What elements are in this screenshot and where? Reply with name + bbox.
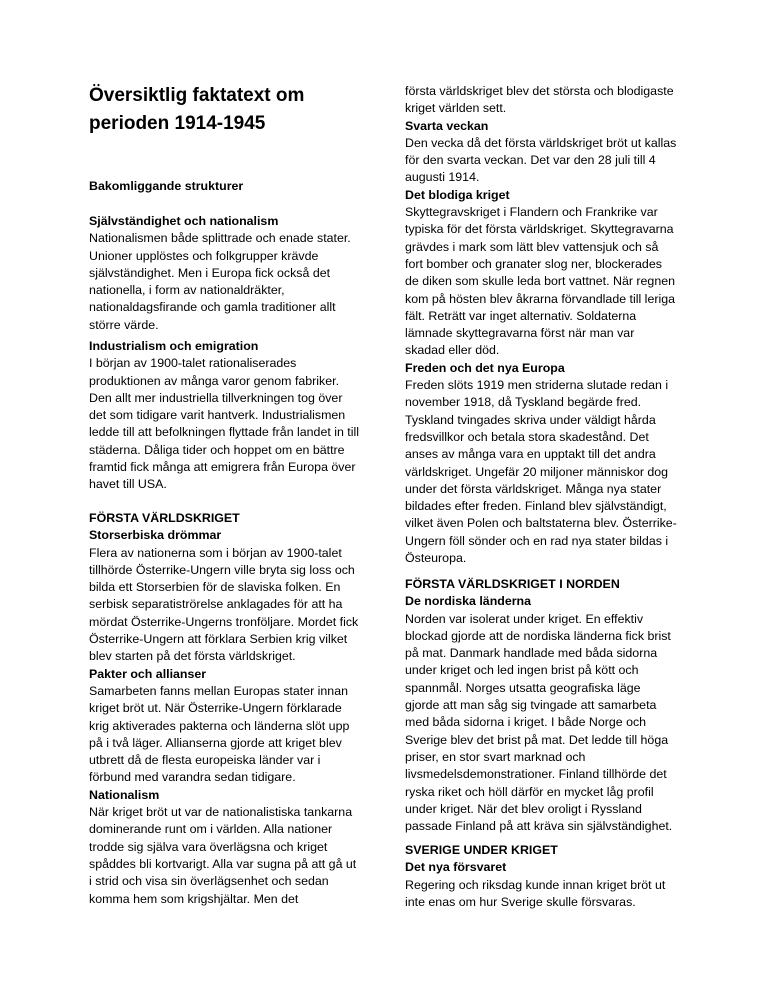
section-text: Regering och riksdag kunde innan kriget bröt ut inte enas om hur Sverige skulle försvaras. (405, 877, 666, 909)
section-bakomliggande (89, 178, 359, 195)
section-heading: FÖRSTA VÄRLDSKRIGET I NORDEN (405, 577, 620, 591)
section-text: I början av 1900-talet rationaliserades produktionen av många varor genom fabriker. Den allt mer industriella tillverkningen tog över det som tidigare varit hantverk. Industrialismen ledde till att befolkningen flyttade från landet in till städerna. Dåliga tider och hoppet om en bättre framtid fick många att emigrera från Europa över havet till USA. (89, 356, 360, 492)
section-text: Norden var isolerat under kriget. En effektiv blockad gjorde att de nordiska länderna fick brist på mat. Danmark handlade med båda sidorna under kriget och led ingen brist på kött och spannmål. Norges utsatta geografiska läge gjorde att man såg sig tvingade att samarbeta med båda sidorna i kriget. I både Norge och Sverige blev det brist på mat. Det ledde till höga priser, en stor svart marknad och livsmedelsdemonstrationer. Finland tillhörde det ryska riket och höll därför en mycket låg profil under kriget. När det blev oroligt i Ryssland passade Finland på att kräva sin självständighet. (405, 611, 673, 834)
subsection-heading: De nordiska länderna (405, 594, 532, 609)
section-nationalism (89, 213, 359, 334)
section-heading: Bakomliggande strukturer (89, 179, 244, 193)
section-text: När kriget bröt ut var de nationalistiska tankarna dominerande runt om i världen. Alla nationer trodde sig själva vara överlägsna och kriget spåddes bli kortvarigt. Alla var sugna på att gå ut i strid och visa sin överlägsenhet och sedan komma hem som krigshjältar. Men det (89, 805, 357, 906)
section-norden (405, 576, 677, 835)
section-continued (405, 83, 677, 567)
section-text: Nationalismen både splittrade och enade stater. Unioner upplöstes och folkgrupper krävde självständighet. Men i Europa fick också det nationella, i form av nationaldräkter, nationaldagsfirande och gamla traditioner allt större värde. (89, 231, 351, 332)
section-text: Skyttegravskriget i Flandern och Frankrike var typiska för det första världskriget. Skyttegravarna grävdes i mark som lätt blev vattensjuk och så fort bomber och granater slog ner, blockerades de diken som skulle leda bort vattnet. När regnen kom på hösten blev åkrarna förvandlade till leriga fält. Reträtt var inget alternativ. Soldaterna lämnade skyttegravarna först när man var skadad eller död. (405, 205, 675, 358)
section-text: Den vecka då det första världskriget bröt ut kallas för den svarta veckan. Det var den 28 juli till 4 augusti 1914. (405, 135, 677, 185)
section-industrialism (89, 338, 359, 494)
section-heading: Industrialism och emigration (89, 339, 259, 353)
section-heading: SVERIGE UNDER KRIGET (405, 843, 558, 857)
subsection-heading: Pakter och allianser (89, 666, 207, 681)
subsection-heading: Det blodiga kriget (405, 187, 510, 202)
section-text: Samarbeten fanns mellan Europas stater innan kriget bröt ut. När Österrike-Ungern förklarade krig aktiverades pakterna och länderna slöt upp på i två läger. Allianserna gjorde att kriget blev utbrett då de flesta europeiska länder var i förbund med varandra sedan tidigare. (89, 683, 350, 785)
subsection-heading: Det nya försvaret (405, 860, 507, 875)
section-sverige (405, 842, 677, 911)
subsection-heading: Freden och det nya Europa (405, 360, 565, 375)
section-heading: FÖRSTA VÄRLDSKRIGET (89, 511, 240, 525)
subsection-heading: Svarta veckan (405, 118, 489, 133)
section-forsta-varldskriget (89, 510, 359, 908)
subsection-heading: Storserbiska drömmar (89, 528, 222, 543)
section-text: första världskriget blev det största och blodigaste kriget världen sett. (405, 84, 674, 116)
section-heading: Självständighet och nationalism (89, 214, 279, 228)
subsection-heading: Nationalism (89, 787, 160, 802)
page-title: Översiktlig faktatext om perioden 1914-1945 (89, 85, 305, 134)
section-text: Flera av nationerna som i början av 1900-talet tillhörde Österrike-Ungern ville bryta sig loss och bilda ett Storserbien för de slaviska folken. En serbisk separatiströrelse anklagades för att ha mördat Österrike-Ungerns tronföljare. Mordet fick Österrike-Ungern att förklara Serbien krig vilket blev starten på det första världskriget. (89, 545, 359, 664)
section-text: Freden slöts 1919 men striderna slutade redan i november 1918, då Tyskland begärde fred. Tyskland tvingades skriva under väldigt hårda fredsvillkor och betala stora skadestånd. Det anses av många vara en upptakt till det andra världskriget. Ungefär 20 miljoner människor dog under det första världskriget. Många nya stater bildades efter freden. Finland blev självständigt, vilket även Polen och baltstaterna blev. Österrike-Ungern föll sönder och en rad nya stater bildas i Östeuropa. (405, 378, 677, 566)
